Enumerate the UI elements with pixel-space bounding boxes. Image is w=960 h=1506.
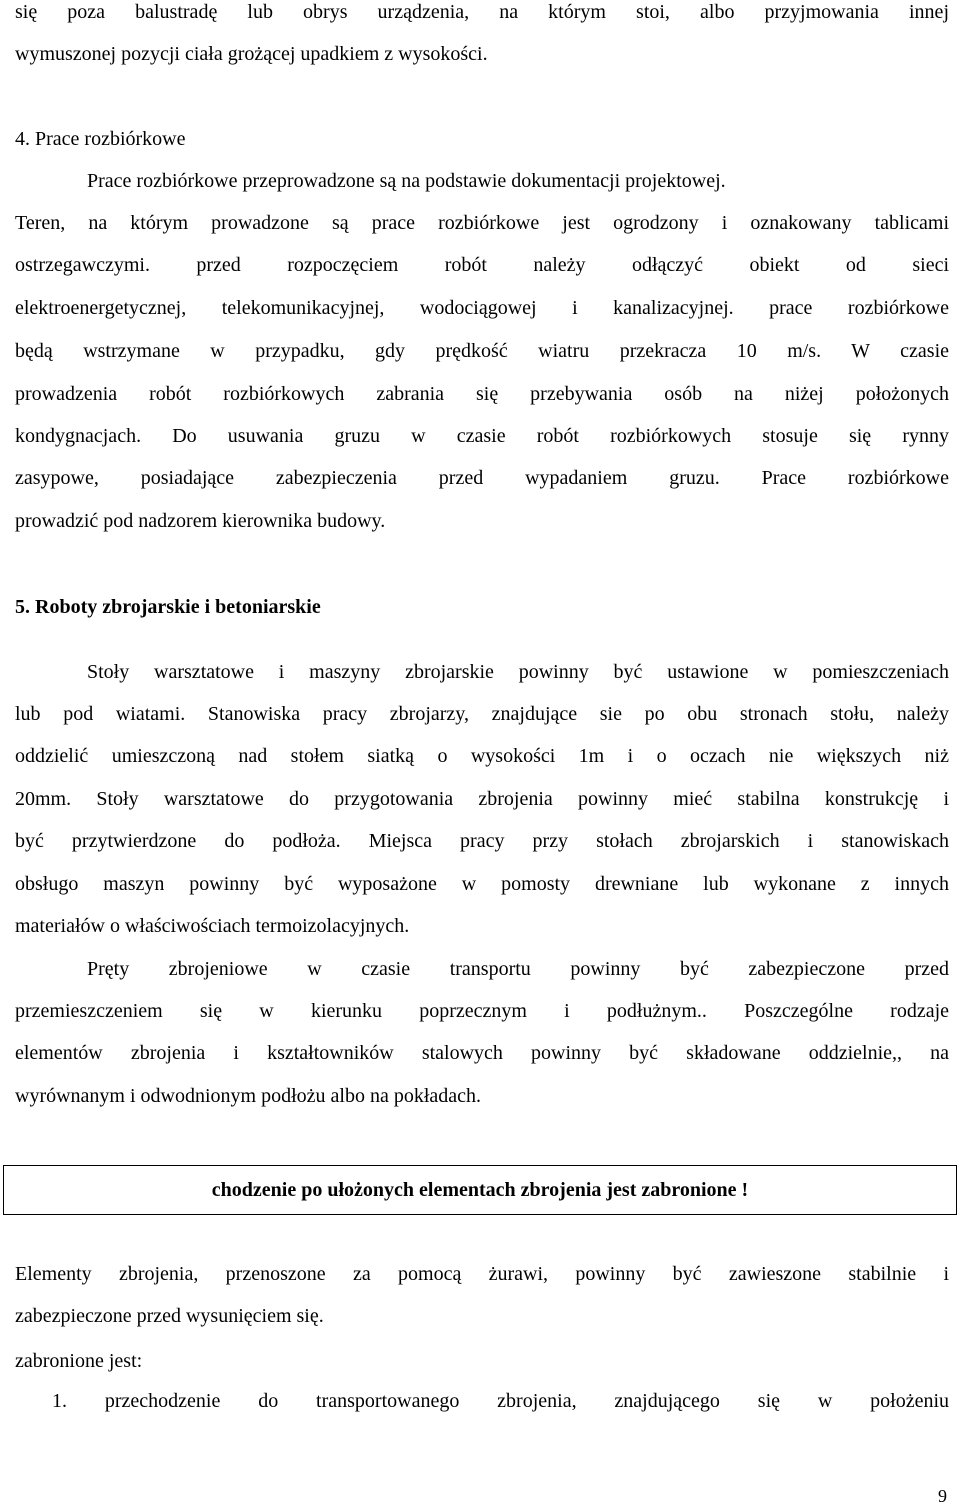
list-item-text: przechodzenie do transportowanego zbrojenia, znajdującego się w położeniu [104,1390,950,1412]
body-text-line: prowadzenia robót rozbiórkowych zabrania się przebywania osób na niżej położonych [15,383,949,405]
body-text-line: być przytwierdzone do podłoża. Miejsca pracy przy stołach zbrojarskich i stanowiskach [15,830,949,852]
body-text-line: oddzielić umieszczoną nad stołem siatką o wysokości 1m i o oczach nie większych niż [15,745,949,767]
body-text-line: się poza balustradę lub obrys urządzenia, na którym stoi, albo przyjmowania innej [15,1,949,23]
body-text-line: kondygnacjach. Do usuwania gruzu w czasie robót rozbiórkowych stosuje się rynny [15,425,949,447]
body-text-line: Elementy zbrojenia, przenoszone za pomocą żurawi, powinny być zawieszone stabilnie i [15,1263,949,1285]
body-text-line: elementów zbrojenia i kształtowników stalowych powinny być składowane oddzielnie,, na [15,1042,949,1064]
section-heading-number: 5. [15,596,30,618]
section-heading-title: Roboty zbrojarskie i betoniarskie [35,596,321,618]
body-text-line: obsługo maszyn powinny być wyposażone w pomosty drewniane lub wykonane z innych [15,873,949,895]
body-text-line: będą wstrzymane w przypadku, gdy prędkość wiatru przekracza 10 m/s. W czasie [15,340,949,362]
body-text-line: ostrzegawczymi. przed rozpoczęciem robót należy odłączyć obiekt od sieci [15,254,949,276]
body-text-line: materiałów o właściwościach termoizolacyjnych. [15,915,410,937]
list-item-number: 1. [52,1390,67,1412]
page-number: 9 [938,1486,947,1506]
notice-text: chodzenie po ułożonych elementach zbrojenia jest zabronione ! [211,1179,749,1201]
body-text-line: zasypowe, posiadające zabezpieczenia przed wypadaniem gruzu. Prace rozbiórkowe [15,467,949,489]
body-text-line: zabezpieczone przed wysunięciem się. [15,1305,324,1327]
body-text-line: Pręty zbrojeniowe w czasie transportu powinny być zabezpieczone przed [87,958,949,980]
body-text-line: Prace rozbiórkowe przeprowadzone są na podstawie dokumentacji projektowej. [87,170,726,192]
body-text-line: prowadzić pod nadzorem kierownika budowy. [15,510,386,532]
body-text-line: wyrównanym i odwodnionym podłożu albo na pokładach. [15,1085,482,1107]
body-text-line: przemieszczeniem się w kierunku poprzecznym i podłużnym.. Poszczególne rodzaje [15,1000,949,1022]
body-text-line: wymuszonej pozycji ciała grożącej upadkiem z wysokości. [15,43,488,65]
list-item [52,1389,949,1413]
body-text-line: 20mm. Stoły warsztatowe do przygotowania zbrojenia powinny mieć stabilna konstrukcję i [15,788,949,810]
notice-box [3,1165,957,1215]
body-text-line: Stoły warsztatowe i maszyny zbrojarskie powinny być ustawione w pomieszczeniach [87,661,949,683]
body-text-line: Teren, na którym prowadzone są prace rozbiórkowe jest ogrodzony i oznakowany tablicami [15,212,949,234]
body-text-line: lub pod wiatami. Stanowiska pracy zbrojarzy, znajdujące sie po obu stronach stołu, należy [15,703,949,725]
body-text-line: elektroenergetycznej, telekomunikacyjnej, wodociągowej i kanalizacyjnej. prace rozbiórkowe [15,297,949,319]
section-heading: 4. Prace rozbiórkowe [15,128,186,150]
section-heading [15,595,321,619]
forbidden-label: zabronione jest: [15,1350,143,1372]
